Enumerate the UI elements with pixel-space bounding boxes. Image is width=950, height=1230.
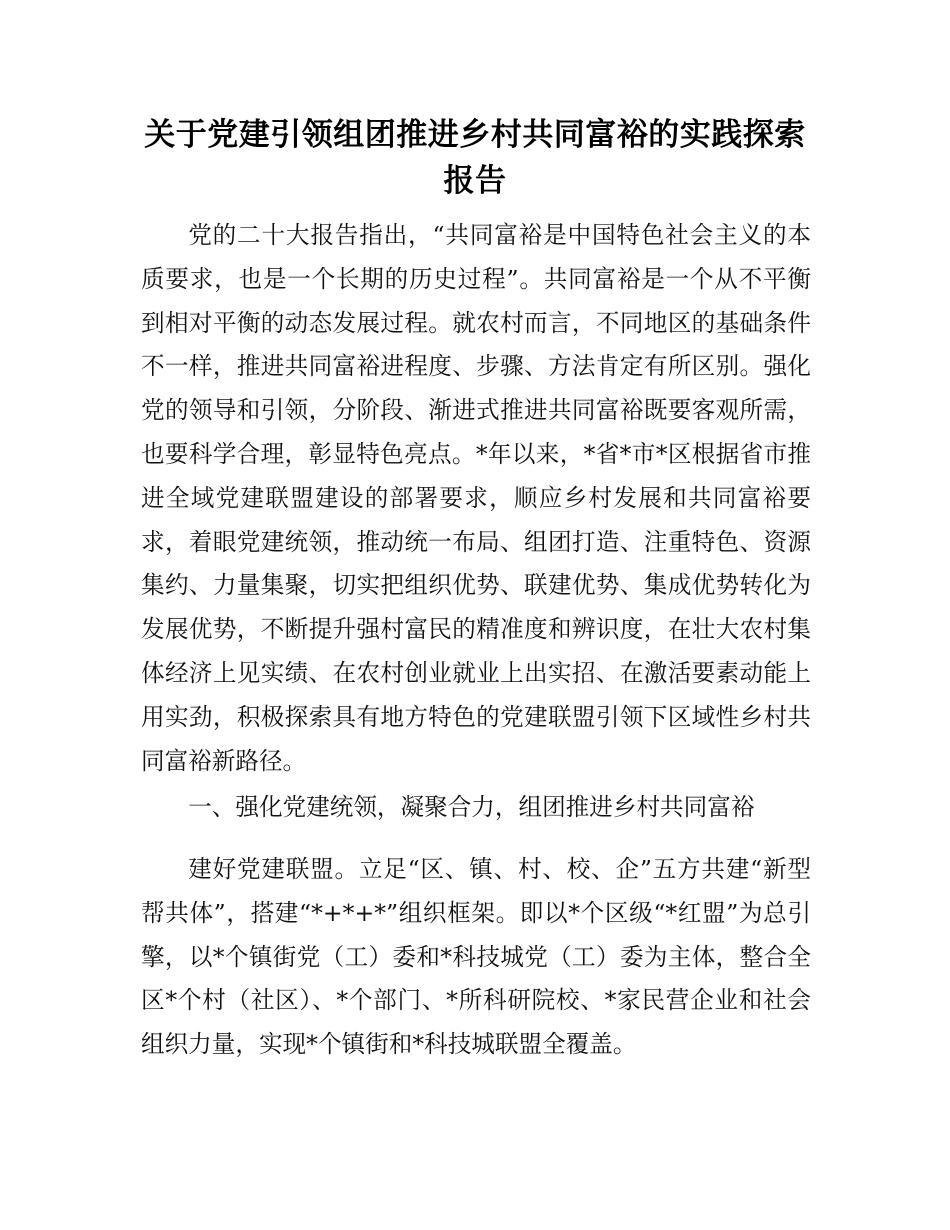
intro-paragraph: 党的二十大报告指出，“共同富裕是中国特色社会主义的本质要求，也是一个长期的历史过程”。共同富裕是一个从不平衡到相对平衡的动态发展过程。就农村而言，不同地区的基础条件不一样，推进共同富裕进程度、步骤、方法肯定有所区别。强化党的领导和引领，分阶段、渐进式推进共同富裕既要客观所需，也要科学合理，彰显特色亮点。*年以来，*省*市*区根据省市推进全域党建联盟建设的部署要求，顺应乡村发展和共同富裕要求，着眼党建统领，推动统一布局、组团打造、注重特色、资源集约、力量集聚，切实把组织优势、联建优势、集成优势转化为发展优势，不断提升强村富民的精准度和辨识度，在壮大农村集体经济上见实绩、在农村创业就业上出实招、在激活要素动能上用实劲，积极探索具有地方特色的党建联盟引领下区域性乡村共同富裕新路径。	[141, 221, 811, 775]
section-1-paragraph: 建好党建联盟。立足“区、镇、村、校、企”五方共建“新型帮共体”，搭建“*+*+*”组织框架。即以*个区级“*红盟”为总引擎，以*个镇街党（工）委和*科技城党（工）委为主体，整合全区*个村（社区）、*个部门、*所科研院校、*家民营企业和社会组织力量，实现*个镇街和*科技城联盟全覆盖。	[141, 855, 811, 1059]
section-heading-1: 一、强化党建统领，凝聚合力，组团推进乡村共同富裕	[188, 793, 755, 821]
document-title: 关于党建引领组团推进乡村共同富裕的实践探索报告	[144, 117, 806, 199]
